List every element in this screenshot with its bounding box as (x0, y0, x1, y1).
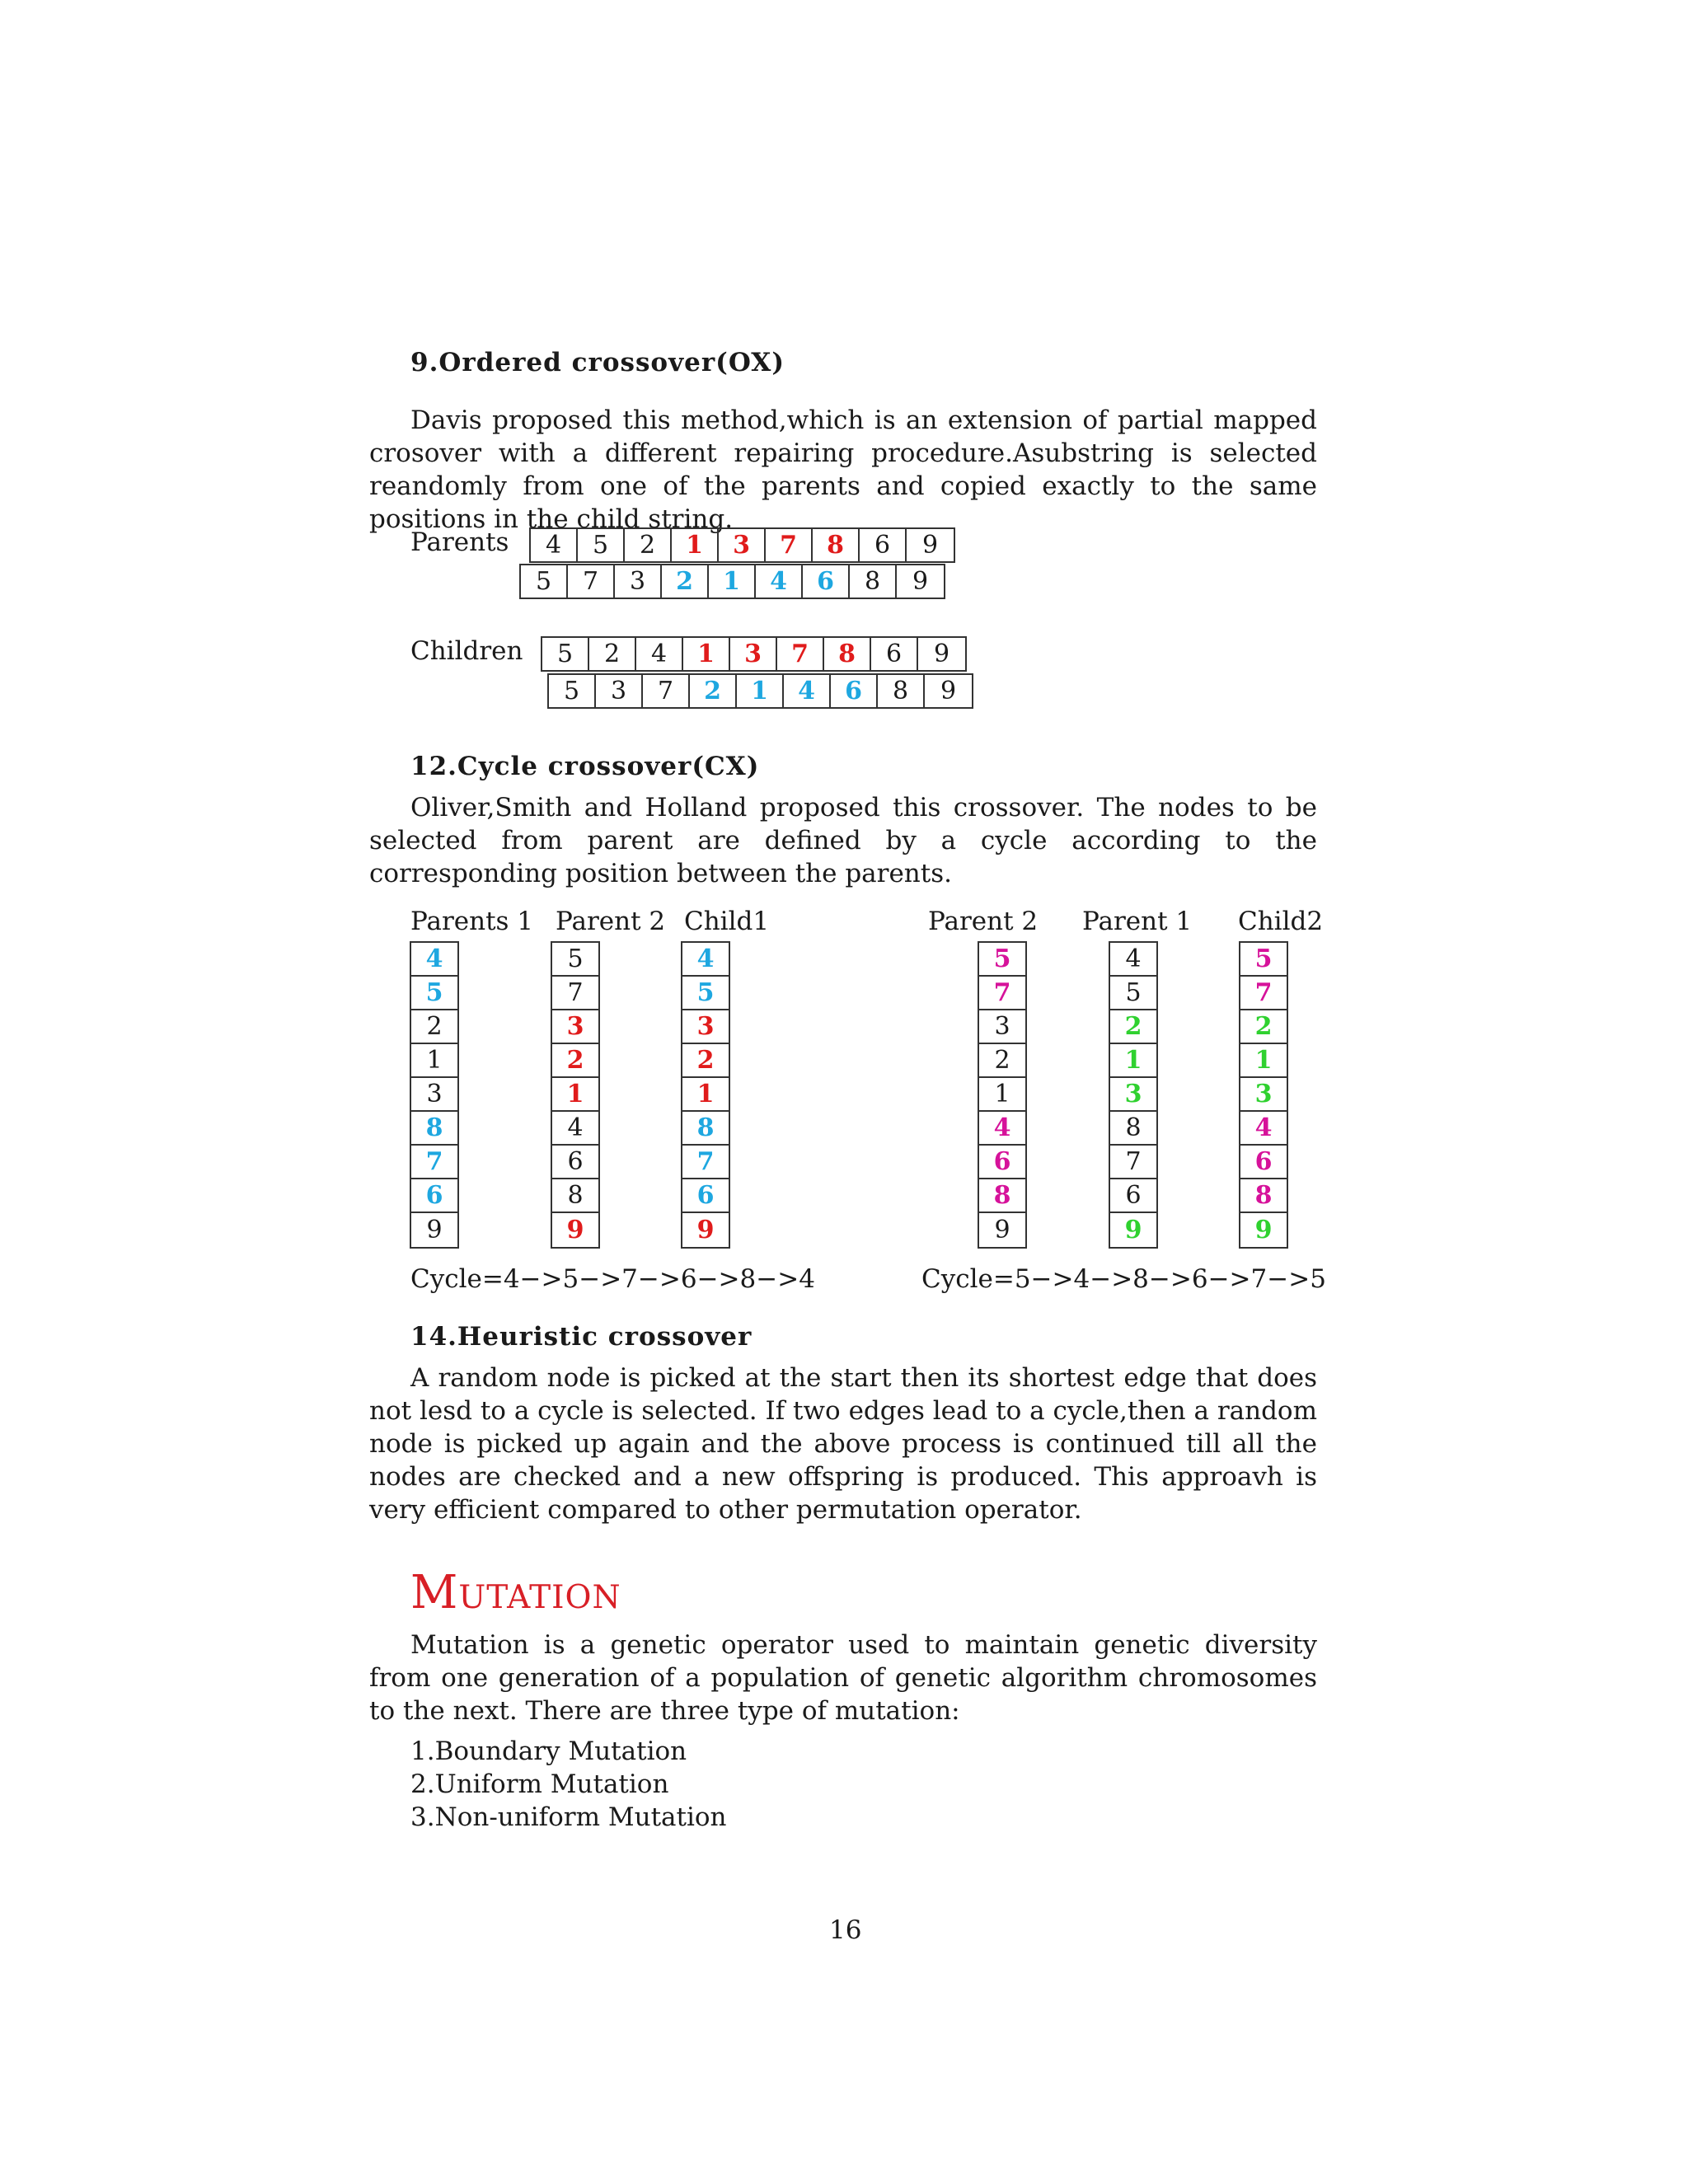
gene-cell: 6 (411, 1179, 457, 1213)
gene-cell: 7 (411, 1146, 457, 1179)
cx-right-cycle: Cycle=5−>4−>8−>6−>7−>5 (921, 1264, 1326, 1294)
gene-cell: 5 (542, 638, 589, 670)
gene-cell: 2 (662, 565, 709, 598)
gene-cell: 8 (850, 565, 897, 598)
hx-paragraph: A random node is picked at the start then its shortest edge that does not lesd to a cycle is selected. If two edges lead to a cycle,then a random node is picked up again and the above process is continued till all the nodes are checked and a new offspring is produced. This approavh is very efficient compared to other permutation operator. (369, 1363, 1317, 1525)
gene-cell: 3 (1110, 1078, 1156, 1112)
gene-cell: 3 (719, 529, 766, 561)
cx-left-col-child1 (681, 941, 730, 1249)
gene-cell: 8 (682, 1112, 729, 1146)
mutation-title: Mutation (410, 1566, 621, 1619)
gene-cell: 1 (979, 1078, 1025, 1112)
gene-cell: 6 (831, 675, 878, 707)
gene-cell: 8 (979, 1179, 1025, 1213)
cx-left-cycle: Cycle=4−>5−>7−>6−>8−>4 (410, 1264, 815, 1294)
gene-cell: 4 (756, 565, 803, 598)
gene-cell: 7 (568, 565, 615, 598)
mutation-paragraph: Mutation is a genetic operator used to maintain genetic diversity from one generation of a population of genetic algorithm chromosomes to the next. There are three type of mutation: (369, 1630, 1317, 1726)
gene-cell: 9 (1124, 1216, 1142, 1244)
cx-right-header-parent1: Parent 1 (1082, 907, 1193, 936)
list-item: 2.Uniform Mutation (410, 1769, 669, 1799)
cx-heading: 12.Cycle crossover(CX) (410, 752, 760, 781)
gene-cell: 9 (994, 1216, 1010, 1244)
gene-cell: 1 (1110, 1044, 1156, 1078)
ox-child-row-1 (541, 636, 967, 672)
gene-cell: 8 (552, 1179, 598, 1213)
ox-parents-label: Parents (410, 527, 509, 557)
gene-cell: 6 (552, 1146, 598, 1179)
cx-right-col-parent2 (978, 941, 1027, 1249)
gene-cell: 2 (690, 675, 737, 707)
gene-cell: 2 (1240, 1010, 1287, 1044)
gene-cell: 5 (549, 675, 596, 707)
gene-cell: 4 (531, 529, 578, 561)
cx-paragraph: Oliver,Smith and Holland proposed this crossover. The nodes to be selected from parent are defined by a cycle according to the corresponding position between the parents. (369, 793, 1317, 888)
page-number: 16 (829, 1915, 862, 1945)
gene-cell: 2 (1110, 1010, 1156, 1044)
ox-paragraph: Davis proposed this method,which is an extension of partial mapped crosover with a different repairing procedure.Asubstring is selected reandomly from one of the parents and copied exactly to the same positions in the child string. (369, 405, 1317, 534)
gene-cell: 1 (1240, 1044, 1287, 1078)
gene-cell: 3 (979, 1010, 1025, 1044)
gene-cell: 5 (411, 977, 457, 1010)
gene-cell: 3 (411, 1078, 457, 1112)
gene-cell: 7 (1110, 1146, 1156, 1179)
gene-cell: 2 (979, 1044, 1025, 1078)
gene-cell: 9 (696, 1216, 715, 1244)
gene-cell: 5 (1240, 943, 1287, 977)
list-item: 3.Non-uniform Mutation (410, 1802, 727, 1832)
gene-cell: 5 (578, 529, 625, 561)
gene-cell: 9 (912, 567, 929, 596)
gene-cell: 7 (682, 1146, 729, 1179)
gene-cell: 6 (871, 638, 918, 670)
gene-cell: 4 (682, 943, 729, 977)
gene-cell: 1 (411, 1044, 457, 1078)
gene-cell: 6 (1240, 1146, 1287, 1179)
gene-cell: 3 (730, 638, 777, 670)
list-item: 1.Boundary Mutation (410, 1736, 687, 1766)
gene-cell: 5 (979, 943, 1025, 977)
gene-cell: 7 (552, 977, 598, 1010)
gene-cell: 9 (426, 1216, 443, 1244)
gene-cell: 9 (940, 677, 957, 705)
gene-cell: 8 (878, 675, 925, 707)
cx-right-col-child2 (1239, 941, 1288, 1249)
gene-cell: 2 (625, 529, 672, 561)
gene-cell: 8 (1240, 1179, 1287, 1213)
gene-cell: 7 (979, 977, 1025, 1010)
gene-cell: 9 (921, 531, 939, 560)
gene-cell: 1 (552, 1078, 598, 1112)
gene-cell: 5 (682, 977, 729, 1010)
gene-cell: 4 (1240, 1112, 1287, 1146)
mutation-types-list (410, 1735, 727, 1834)
gene-cell: 4 (411, 943, 457, 977)
gene-cell: 7 (1240, 977, 1287, 1010)
cx-left-col-parent2 (551, 941, 600, 1249)
gene-cell: 3 (615, 565, 662, 598)
gene-cell: 3 (682, 1010, 729, 1044)
gene-cell: 7 (643, 675, 690, 707)
cx-left-header-parent2: Parent 2 (556, 907, 666, 936)
gene-cell: 8 (813, 529, 860, 561)
gene-cell: 2 (411, 1010, 457, 1044)
gene-cell: 5 (521, 565, 568, 598)
gene-cell: 7 (777, 638, 824, 670)
gene-cell: 3 (596, 675, 643, 707)
gene-cell: 6 (682, 1179, 729, 1213)
gene-cell: 4 (784, 675, 831, 707)
gene-cell: 2 (552, 1044, 598, 1078)
gene-cell: 4 (636, 638, 683, 670)
gene-cell: 6 (803, 565, 850, 598)
gene-cell: 4 (1110, 943, 1156, 977)
gene-cell: 3 (552, 1010, 598, 1044)
gene-cell: 9 (566, 1216, 584, 1244)
cx-right-header-child2: Child2 (1238, 907, 1324, 936)
gene-cell: 9 (1254, 1216, 1273, 1244)
gene-cell: 4 (979, 1112, 1025, 1146)
gene-cell: 3 (1240, 1078, 1287, 1112)
gene-cell: 1 (709, 565, 756, 598)
gene-cell: 8 (1110, 1112, 1156, 1146)
gene-cell: 6 (1110, 1179, 1156, 1213)
gene-cell: 7 (766, 529, 813, 561)
gene-cell: 1 (672, 529, 719, 561)
cx-left-header-child1: Child1 (684, 907, 770, 936)
gene-cell: 1 (683, 638, 730, 670)
gene-cell: 5 (1110, 977, 1156, 1010)
gene-cell: 1 (737, 675, 784, 707)
gene-cell: 5 (552, 943, 598, 977)
ox-heading: 9.Ordered crossover(OX) (410, 348, 785, 377)
gene-cell: 6 (979, 1146, 1025, 1179)
ox-parent-row-1 (529, 527, 955, 563)
hx-heading: 14.Heuristic crossover (410, 1322, 753, 1352)
ox-parent-row-2 (519, 564, 945, 599)
ox-children-label: Children (410, 636, 523, 666)
gene-cell: 6 (860, 529, 907, 561)
gene-cell: 2 (589, 638, 636, 670)
gene-cell: 4 (552, 1112, 598, 1146)
gene-cell: 8 (411, 1112, 457, 1146)
cx-right-header-parent2: Parent 2 (928, 907, 1039, 936)
gene-cell: 1 (682, 1078, 729, 1112)
gene-cell: 8 (824, 638, 871, 670)
cx-left-header-parents1: Parents 1 (410, 907, 534, 936)
gene-cell: 9 (933, 640, 950, 668)
gene-cell: 2 (682, 1044, 729, 1078)
cx-left-col-parents1 (410, 941, 459, 1249)
cx-right-col-parent1 (1109, 941, 1158, 1249)
ox-child-row-2 (547, 673, 973, 709)
